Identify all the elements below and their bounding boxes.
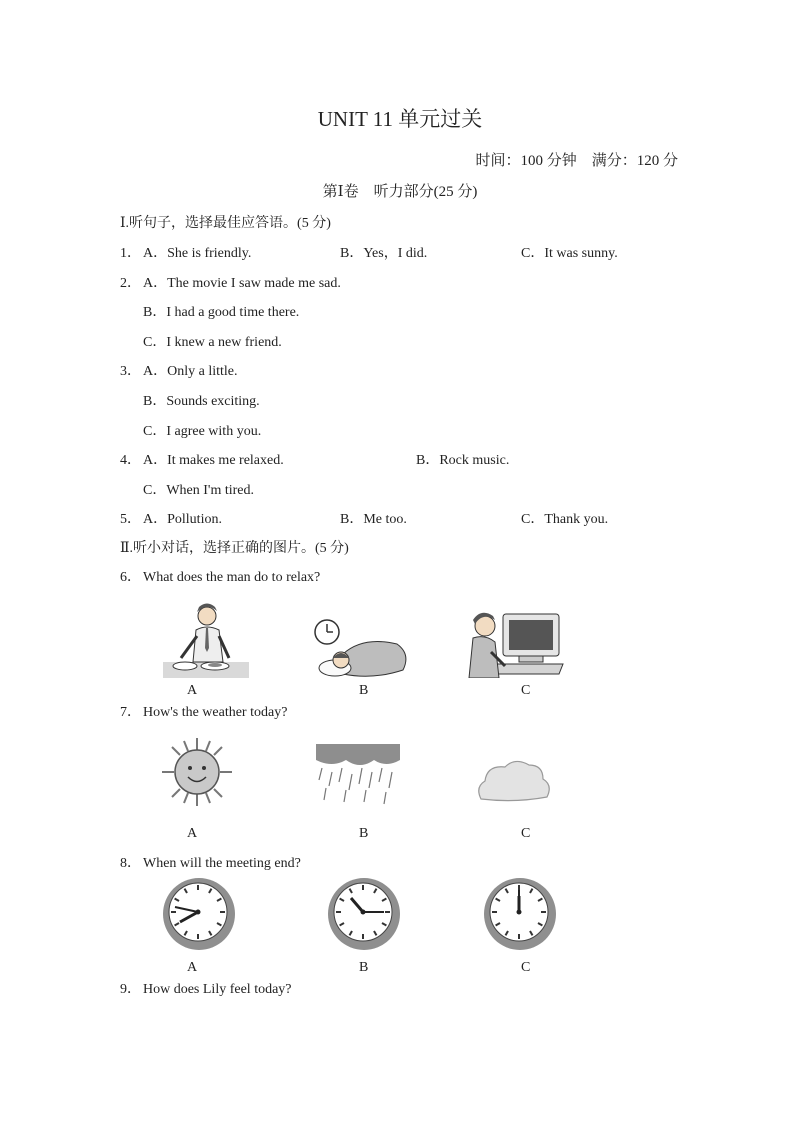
question-number: 4． — [120, 453, 141, 468]
sunny-picture[interactable] — [160, 736, 234, 808]
option-label-a: A — [187, 960, 198, 975]
option-a[interactable]: A．The movie I saw made me sad. — [143, 276, 341, 291]
option-a[interactable]: A．Only a little. — [143, 364, 238, 379]
section2-heading: Ⅱ.听小对话，选择正确的图片。(5 分) — [120, 541, 349, 556]
option-label-c: C — [521, 683, 531, 698]
question-number: 6． — [120, 570, 141, 585]
option-label-c: C — [521, 826, 531, 841]
section1-heading: Ⅰ.听句子，选择最佳应答语。(5 分) — [120, 216, 331, 231]
page-title: UNIT 11 单元过关 — [317, 107, 483, 131]
clock-b-picture[interactable] — [326, 876, 402, 952]
question-number: 9． — [120, 982, 141, 997]
option-label-a: A — [187, 683, 198, 698]
clock-a-picture[interactable] — [161, 876, 237, 952]
rainy-picture[interactable] — [316, 744, 400, 806]
option-b[interactable]: B．I had a good time there. — [143, 305, 300, 320]
option-b[interactable]: B．Yes，I did. — [340, 246, 428, 261]
man-eating-picture[interactable] — [163, 602, 249, 678]
option-a[interactable]: A．She is friendly. — [143, 246, 252, 261]
option-label-b: B — [359, 960, 369, 975]
option-label-b: B — [359, 826, 369, 841]
option-c[interactable]: C．I agree with you. — [143, 424, 262, 439]
question-number: 3． — [120, 364, 141, 379]
option-b[interactable]: B．Me too. — [340, 512, 407, 527]
cloudy-picture[interactable] — [475, 757, 553, 803]
exam-meta: 时间：100 分钟 满分：120 分 — [475, 153, 678, 169]
option-c[interactable]: C．I knew a new friend. — [143, 335, 282, 350]
question-number: 1． — [120, 246, 141, 261]
option-label-b: B — [359, 683, 369, 698]
part-heading: 第Ⅰ卷 听力部分(25 分) — [322, 184, 478, 200]
clock-c-picture[interactable] — [482, 876, 558, 952]
question-number: 8． — [120, 856, 141, 871]
question-8-text: When will the meeting end? — [143, 856, 301, 871]
question-7-text: How's the weather today? — [143, 705, 288, 720]
option-a[interactable]: A．It makes me relaxed. — [143, 453, 284, 468]
option-c[interactable]: C．When I'm tired. — [143, 483, 254, 498]
computer-picture[interactable] — [467, 612, 567, 678]
question-number: 5． — [120, 512, 141, 527]
option-a[interactable]: A．Pollution. — [143, 512, 222, 527]
option-label-a: A — [187, 826, 198, 841]
option-b[interactable]: B．Sounds exciting. — [143, 394, 260, 409]
option-c[interactable]: C．It was sunny. — [521, 246, 618, 261]
question-number: 7． — [120, 705, 141, 720]
question-9-text: How does Lily feel today? — [143, 982, 292, 997]
option-c[interactable]: C．Thank you. — [521, 512, 609, 527]
question-6-text: What does the man do to relax? — [143, 570, 321, 585]
option-label-c: C — [521, 960, 531, 975]
option-b[interactable]: B．Rock music. — [416, 453, 510, 468]
sleeping-picture[interactable] — [313, 618, 409, 680]
question-number: 2． — [120, 276, 141, 291]
